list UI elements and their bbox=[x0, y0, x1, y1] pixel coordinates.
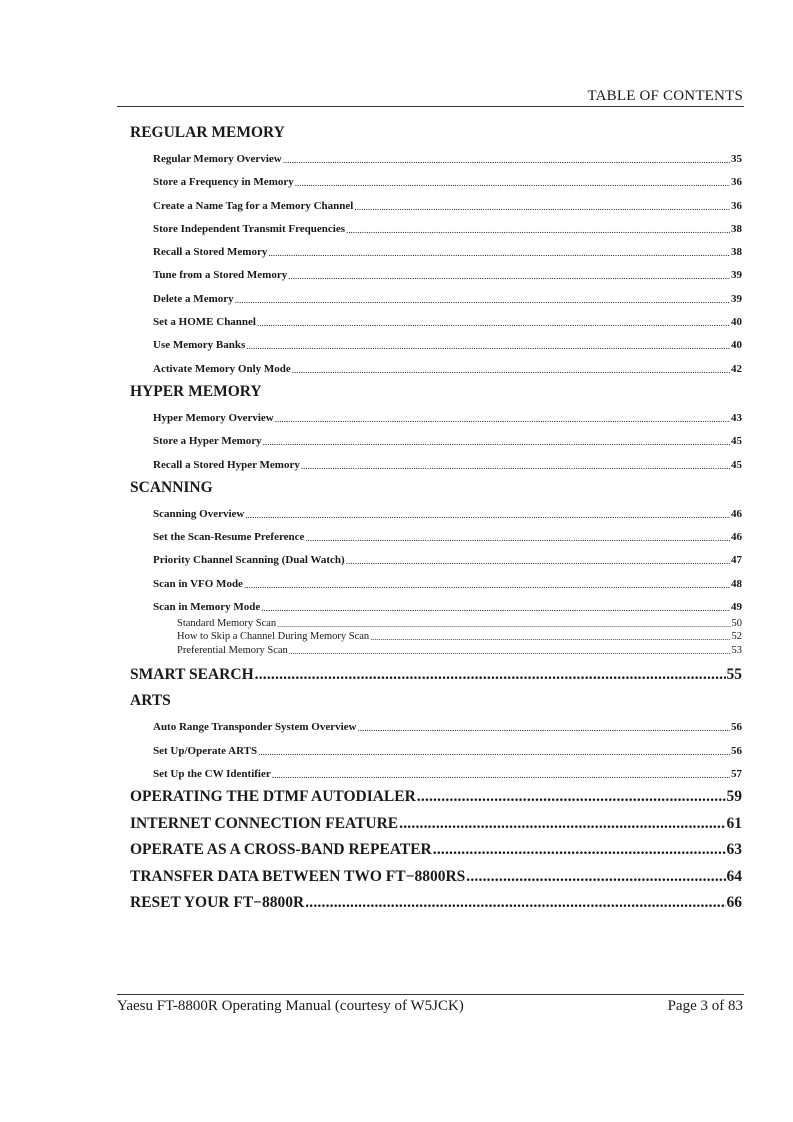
dot-leader bbox=[305, 894, 725, 912]
toc-entry bbox=[130, 524, 742, 543]
toc-entry-title: Priority Channel Scanning (Dual Watch) bbox=[153, 554, 345, 567]
toc-entry bbox=[130, 193, 742, 212]
dot-leader bbox=[263, 437, 730, 447]
toc-page-number: 49 bbox=[731, 601, 742, 614]
toc-page-number: 55 bbox=[726, 665, 742, 683]
toc-entry-title: Regular Memory Overview bbox=[153, 153, 282, 165]
toc-page-number: 64 bbox=[726, 867, 742, 885]
toc-chapter-entry bbox=[130, 811, 742, 833]
toc-page-number: 46 bbox=[731, 531, 742, 544]
header-divider bbox=[117, 106, 744, 107]
toc-entry-title: Preferential Memory Scan bbox=[177, 644, 288, 656]
toc-entry-title: How to Skip a Channel During Memory Scan bbox=[177, 631, 370, 643]
toc-page-number: 38 bbox=[731, 222, 742, 235]
toc-page-number: 56 bbox=[731, 721, 742, 734]
table-of-contents bbox=[130, 120, 742, 917]
dot-leader bbox=[245, 510, 730, 520]
toc-entry-title: Activate Memory Only Mode bbox=[153, 362, 291, 375]
toc-section-heading bbox=[130, 475, 742, 497]
dot-leader bbox=[354, 202, 730, 212]
toc-page-number: 40 bbox=[731, 316, 742, 329]
dot-leader bbox=[288, 271, 730, 281]
toc-entry-title: OPERATING THE DTMF AUTODIALER bbox=[130, 788, 416, 806]
toc-entry-title: Standard Memory Scan bbox=[177, 617, 277, 629]
toc-page-number: 61 bbox=[726, 814, 742, 832]
dot-leader bbox=[295, 178, 730, 188]
dot-leader bbox=[466, 868, 725, 886]
toc-section-heading bbox=[130, 688, 742, 710]
toc-page-number: 48 bbox=[731, 577, 742, 590]
toc-entry bbox=[130, 309, 742, 328]
toc-entry bbox=[130, 332, 742, 351]
toc-chapter-entry bbox=[130, 784, 742, 806]
page-header-title: TABLE OF CONTENTS bbox=[587, 88, 743, 104]
toc-section-heading bbox=[130, 120, 742, 142]
toc-entry bbox=[130, 405, 742, 424]
dot-leader bbox=[358, 723, 731, 733]
toc-entry-title: Recall a Stored Memory bbox=[153, 246, 268, 259]
toc-entry-title: Scanning Overview bbox=[153, 507, 245, 520]
toc-entry-title: Set Up the CW Identifier bbox=[153, 767, 271, 780]
toc-page-number: 42 bbox=[731, 362, 742, 375]
toc-page-number: 39 bbox=[731, 292, 742, 305]
toc-entry bbox=[130, 571, 742, 590]
toc-entry bbox=[130, 428, 742, 447]
toc-entry-title: Scan in Memory Mode bbox=[153, 601, 261, 614]
toc-entry bbox=[130, 239, 742, 258]
toc-entry-title: Auto Range Transponder System Overview bbox=[153, 721, 357, 734]
toc-entry bbox=[130, 216, 742, 235]
toc-entry-title: REGULAR MEMORY bbox=[130, 124, 285, 141]
toc-page-number: 39 bbox=[731, 269, 742, 282]
toc-subentry bbox=[130, 629, 742, 643]
toc-page-number: 38 bbox=[731, 246, 742, 259]
dot-leader bbox=[433, 841, 726, 859]
toc-entry-title: Set the Scan-Resume Preference bbox=[153, 531, 305, 544]
toc-page-number: 35 bbox=[731, 153, 742, 165]
toc-page-number: 46 bbox=[731, 507, 742, 520]
toc-page-number: 52 bbox=[731, 631, 742, 643]
toc-entry bbox=[130, 714, 742, 733]
footer-manual-title: Yaesu FT-8800R Operating Manual (courtesy of W5JCK) bbox=[117, 998, 464, 1014]
dot-leader bbox=[235, 295, 730, 305]
toc-entry bbox=[130, 286, 742, 305]
toc-entry-title: ARTS bbox=[130, 692, 171, 710]
dot-leader bbox=[283, 155, 730, 165]
toc-entry-title: INTERNET CONNECTION FEATURE bbox=[130, 814, 399, 832]
toc-entry bbox=[130, 146, 742, 165]
toc-page-number: 59 bbox=[726, 788, 742, 806]
toc-entry-title: Store a Frequency in Memory bbox=[153, 176, 294, 189]
toc-entry bbox=[130, 738, 742, 757]
dot-leader bbox=[272, 770, 730, 780]
dot-leader bbox=[258, 747, 730, 757]
toc-entry-title: RESET YOUR FT−8800R bbox=[130, 894, 305, 912]
toc-page-number: 63 bbox=[726, 841, 742, 859]
toc-entry-title: Delete a Memory bbox=[153, 292, 234, 305]
toc-page-number: 47 bbox=[731, 554, 742, 567]
toc-entry-title: Store Independent Transmit Frequencies bbox=[153, 222, 346, 235]
toc-page-number: 53 bbox=[731, 644, 742, 656]
dot-leader bbox=[346, 556, 730, 566]
toc-chapter-entry bbox=[130, 837, 742, 859]
toc-page-number: 57 bbox=[731, 767, 742, 780]
dot-leader bbox=[268, 248, 730, 258]
dot-leader bbox=[289, 647, 731, 656]
toc-entry-title: Hyper Memory Overview bbox=[153, 411, 274, 424]
toc-entry bbox=[130, 547, 742, 566]
toc-entry-title: Store a Hyper Memory bbox=[153, 435, 262, 448]
dot-leader bbox=[399, 815, 725, 833]
toc-entry bbox=[130, 169, 742, 188]
dot-leader bbox=[257, 318, 730, 328]
toc-entry-title: Scan in VFO Mode bbox=[153, 577, 243, 590]
toc-chapter-entry bbox=[130, 864, 742, 886]
toc-section-heading bbox=[130, 379, 742, 401]
dot-leader bbox=[246, 341, 730, 351]
dot-leader bbox=[305, 533, 730, 543]
toc-entry bbox=[130, 452, 742, 471]
dot-leader bbox=[275, 414, 730, 424]
toc-entry bbox=[130, 594, 742, 613]
toc-entry-title: SCANNING bbox=[130, 478, 213, 496]
footer-page-number: Page 3 of 83 bbox=[667, 998, 743, 1014]
toc-page-number: 45 bbox=[731, 435, 742, 448]
dot-leader bbox=[417, 788, 726, 806]
toc-entry-title: Tune from a Stored Memory bbox=[153, 269, 288, 282]
dot-leader bbox=[255, 666, 726, 684]
toc-entry-title: Create a Name Tag for a Memory Channel bbox=[153, 199, 354, 212]
toc-page-number: 50 bbox=[731, 617, 742, 629]
toc-page-number: 40 bbox=[731, 339, 742, 352]
toc-entry-title: Recall a Stored Hyper Memory bbox=[153, 458, 300, 471]
toc-entry-title: Use Memory Banks bbox=[153, 339, 246, 352]
toc-page-number: 45 bbox=[731, 458, 742, 471]
toc-entry-title: Set Up/Operate ARTS bbox=[153, 744, 258, 757]
toc-entry-title: Set a HOME Channel bbox=[153, 316, 256, 329]
toc-subentry bbox=[130, 642, 742, 656]
toc-page-number: 36 bbox=[731, 176, 742, 189]
toc-chapter-entry bbox=[130, 890, 742, 912]
toc-entry-title: OPERATE AS A CROSS-BAND REPEATER bbox=[130, 841, 432, 859]
dot-leader bbox=[277, 620, 730, 629]
toc-entry bbox=[130, 761, 742, 780]
toc-entry-title: HYPER MEMORY bbox=[130, 382, 262, 400]
toc-page-number: 56 bbox=[731, 744, 742, 757]
toc-entry bbox=[130, 262, 742, 281]
toc-page-number: 36 bbox=[731, 199, 742, 212]
toc-page-number: 66 bbox=[726, 894, 742, 912]
toc-page-number: 43 bbox=[731, 411, 742, 424]
dot-leader bbox=[346, 225, 730, 235]
dot-leader bbox=[261, 603, 730, 613]
dot-leader bbox=[370, 633, 730, 642]
toc-entry bbox=[130, 501, 742, 520]
dot-leader bbox=[244, 580, 730, 590]
toc-entry-title: TRANSFER DATA BETWEEN TWO FT−8800RS bbox=[130, 867, 466, 885]
footer-divider bbox=[117, 994, 744, 995]
toc-entry-title: SMART SEARCH bbox=[130, 665, 254, 683]
toc-entry bbox=[130, 356, 742, 375]
dot-leader bbox=[292, 365, 730, 375]
toc-chapter-entry bbox=[130, 662, 742, 684]
dot-leader bbox=[301, 461, 730, 471]
toc-subentry bbox=[130, 615, 742, 629]
